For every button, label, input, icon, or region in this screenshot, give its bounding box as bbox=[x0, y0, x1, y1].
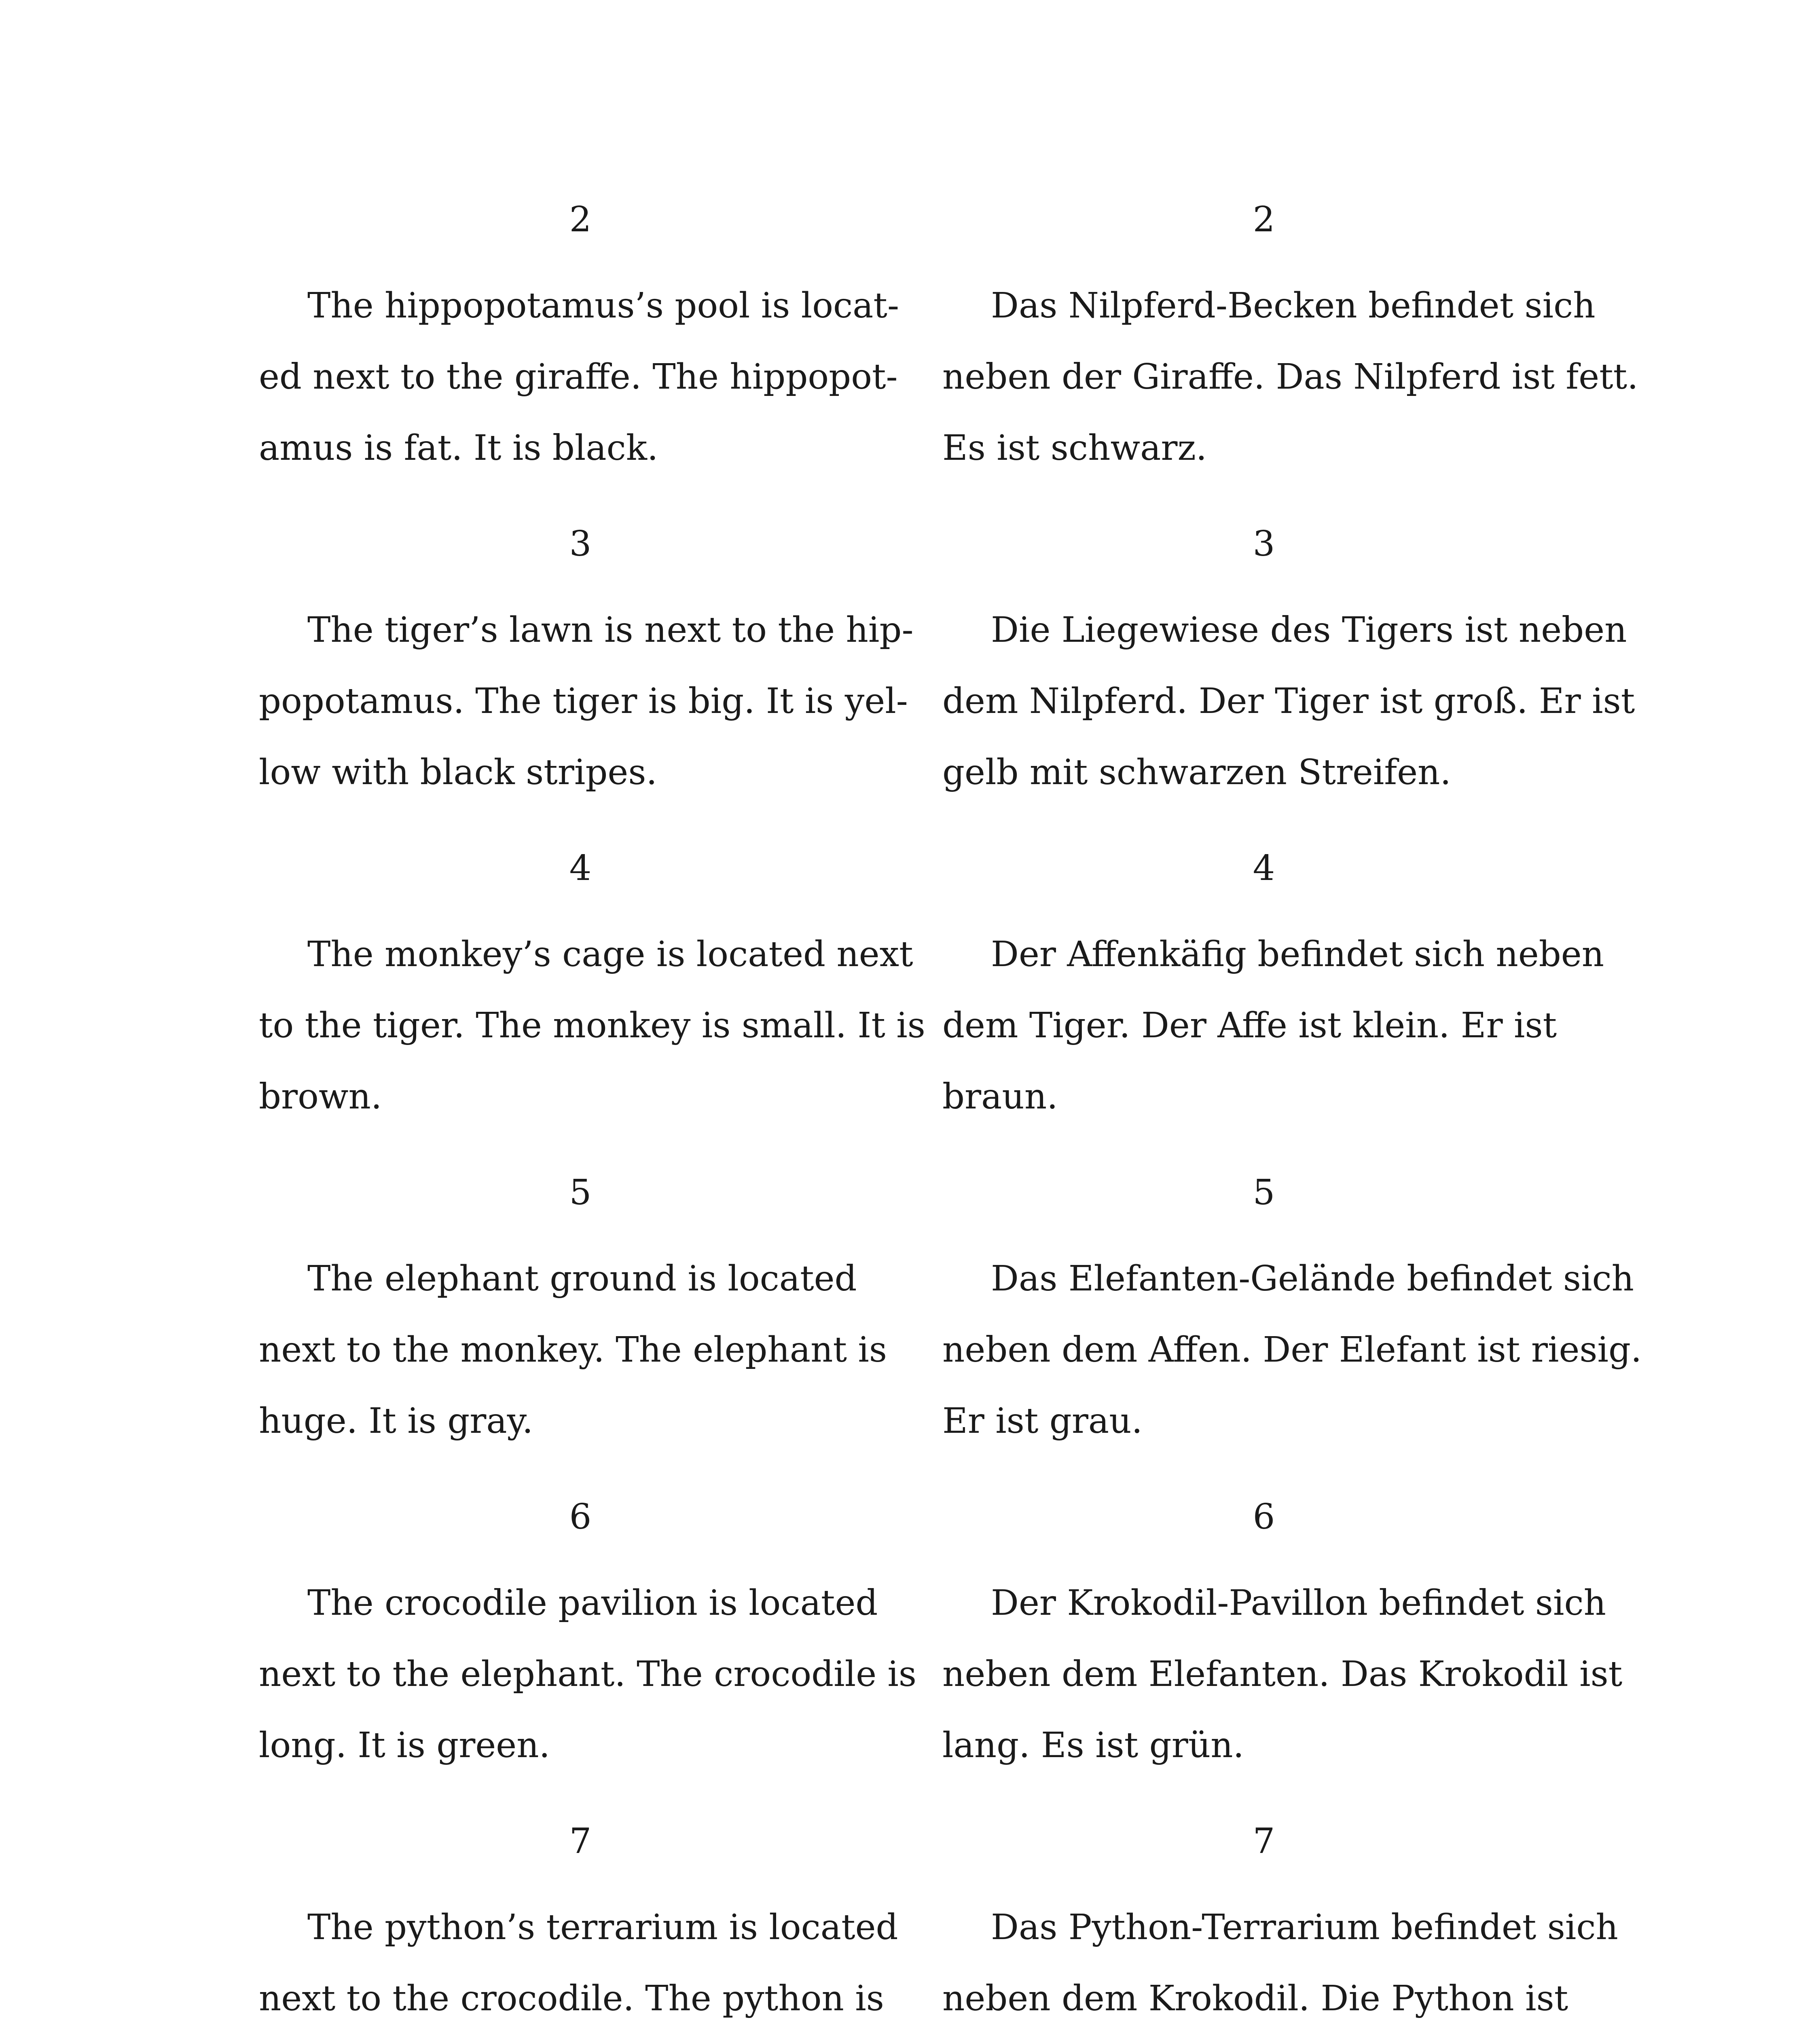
german-section-number: 6 bbox=[1253, 1497, 1275, 1537]
german-paragraph-line: lang. Es ist grün. bbox=[942, 1725, 1244, 1766]
english-paragraph-line: The tiger’s lawn is next to the hip- bbox=[307, 610, 914, 650]
english-paragraph-line: The crocodile pavilion is located bbox=[307, 1583, 878, 1623]
german-paragraph-line: dem Tiger. Der Affe ist klein. Er ist bbox=[942, 1005, 1557, 1046]
english-paragraph bbox=[259, 1892, 902, 2022]
english-section-number: 6 bbox=[569, 1497, 592, 1537]
english-paragraph bbox=[259, 1567, 917, 1781]
english-paragraph-line: low with black stripes. bbox=[259, 752, 657, 793]
german-paragraph-line: Das Elefanten-Gelände befindet sich bbox=[991, 1258, 1634, 1299]
english-section-number: 3 bbox=[569, 524, 592, 564]
german-paragraph bbox=[942, 919, 1604, 1132]
german-paragraph-line: neben dem Krokodil. Die Python ist bbox=[942, 1978, 1568, 2019]
english-paragraph-line: The hippopotamus’s pool is locat- bbox=[307, 286, 899, 326]
german-paragraph bbox=[942, 1567, 1623, 1781]
german-paragraph bbox=[942, 1892, 1618, 2022]
english-paragraph-line: amus is fat. It is black. bbox=[259, 428, 658, 468]
english-section-number: 5 bbox=[569, 1172, 592, 1213]
german-paragraph-line: gelb mit schwarzen Streifen. bbox=[942, 752, 1451, 793]
german-paragraph-line: Die Liegewiese des Tigers ist neben bbox=[991, 610, 1627, 650]
german-paragraph-line: Das Nilpferd-Becken befindet sich bbox=[991, 286, 1596, 326]
german-paragraph-line: Er ist grau. bbox=[942, 1401, 1143, 1441]
german-paragraph-line: dem Nilpferd. Der Tiger ist groß. Er ist bbox=[942, 681, 1635, 721]
german-paragraph-line: braun. bbox=[942, 1077, 1058, 1117]
german-paragraph-line: neben dem Elefanten. Das Krokodil ist bbox=[942, 1654, 1623, 1694]
english-paragraph-line: to the tiger. The monkey is small. It is bbox=[259, 1005, 925, 1046]
german-section-number: 2 bbox=[1253, 199, 1275, 240]
english-section-number: 2 bbox=[569, 199, 592, 240]
english-paragraph-line: long. It is green. bbox=[259, 1725, 550, 1766]
german-paragraph bbox=[942, 1243, 1642, 1457]
english-paragraph-line: ed next to the giraffe. The hippopot- bbox=[259, 357, 898, 397]
german-paragraph-line: Es ist schwarz. bbox=[942, 428, 1207, 468]
english-paragraph-line: The elephant ground is located bbox=[307, 1258, 857, 1299]
english-paragraph-line: huge. It is gray. bbox=[259, 1401, 533, 1441]
english-paragraph-line: next to the elephant. The crocodile is bbox=[259, 1654, 917, 1694]
german-paragraph-line: Der Affenkäfig befindet sich neben bbox=[991, 934, 1604, 975]
german-section-number: 7 bbox=[1253, 1821, 1275, 1861]
english-paragraph-line: The monkey’s cage is located next bbox=[307, 934, 913, 975]
english-paragraph-line: brown. bbox=[259, 1077, 382, 1117]
english-paragraph-line: The python’s terrarium is located bbox=[307, 1907, 898, 1948]
english-section-number: 4 bbox=[569, 848, 592, 888]
english-section-number: 7 bbox=[569, 1821, 592, 1861]
german-paragraph bbox=[942, 270, 1638, 484]
german-paragraph-line: neben dem Affen. Der Elefant ist riesig. bbox=[942, 1330, 1642, 1370]
english-paragraph-line: next to the monkey. The elephant is bbox=[259, 1330, 887, 1370]
german-section-number: 5 bbox=[1253, 1172, 1275, 1213]
german-paragraph bbox=[942, 594, 1635, 808]
german-paragraph-line: Der Krokodil-Pavillon befindet sich bbox=[991, 1583, 1606, 1623]
english-paragraph bbox=[259, 270, 902, 484]
german-section-number: 4 bbox=[1253, 848, 1275, 888]
german-paragraph-line: neben der Giraffe. Das Nilpferd ist fett. bbox=[942, 357, 1638, 397]
english-paragraph-line: next to the crocodile. The python is bbox=[259, 1978, 884, 2019]
english-paragraph bbox=[259, 1243, 902, 1457]
english-paragraph bbox=[259, 594, 914, 808]
english-paragraph-line: popotamus. The tiger is big. It is yel- bbox=[259, 681, 908, 721]
english-paragraph bbox=[259, 919, 925, 1132]
german-section-number: 3 bbox=[1253, 524, 1275, 564]
german-paragraph-line: Das Python-Terrarium befindet sich bbox=[991, 1907, 1618, 1948]
